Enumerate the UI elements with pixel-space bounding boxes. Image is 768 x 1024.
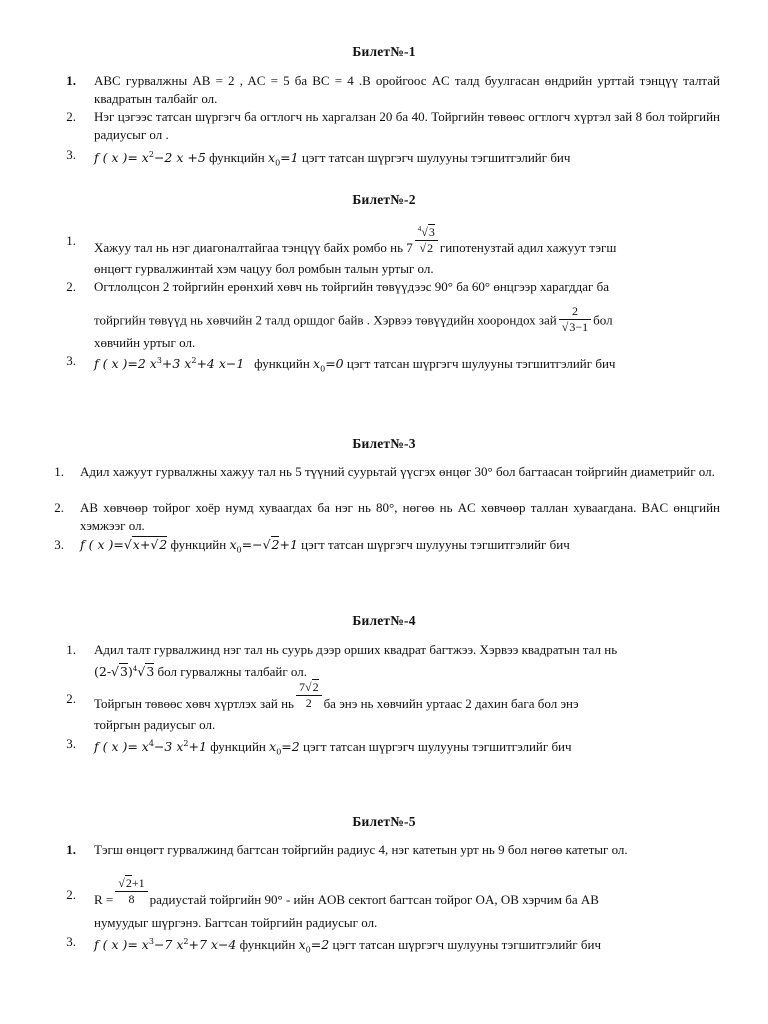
function-expression: f ( x )= $x^2-2$ x +5 — [94, 150, 206, 166]
problem-text: Адил хажуут гурвалжны хажуу тал нь 5 түүний суурьтай үүсгэх өнцөг 30° бол багтаасан тойргийн диаметрийг ол. — [80, 464, 715, 479]
fraction: $\frac{2}{√3-1}$ — [559, 304, 591, 335]
function-expression: f ( x )=2 $x^3+3$ $x^2+4$ x−1 — [94, 356, 245, 372]
problem-number: 3. — [66, 353, 76, 368]
fraction: $\frac{^4√3}{√2}$ — [415, 222, 438, 256]
problem-formula: f ( x )= $x^2-2$ x +5 функцийн $x_0=1$ цэгт татсан шүргэгч шулууны тэгшитгэлийг бич — [94, 150, 571, 168]
fraction: $\frac{√2+1}{8}$ — [115, 876, 147, 907]
problem-number: 3. — [66, 147, 76, 162]
problem-number: 2. — [66, 691, 76, 706]
function-expression: f ( x )= $x^3-7$ $x^2+7$ x−4 — [94, 937, 237, 953]
document-page: Билет№-1 1. ABC гурвалжны AB = 2 , AC = 5 ба BC = 4 .B оройгоос AC талд буулгасан өндрийн урттай тэнцүү талтай квадратын талбайг ол. 2. Нэг цэгээс татсан шүргэгч ба огтлогч нь харгалзан 20 ба 40. Тойргийн төвөөс огтлогч хүртэл зай 8 бол тойргийн радиусыг ол . 3. f ( x )= $x^2-2$ x +5 функцийн $x_0=1$ цэгт татсан шүргэгч шулууны тэгшитгэлийг бич Билет№-2 1. Хажуу тал нь нэг диагоналтайгаа тэнцүү байх ромбо нь 7 $\frac{^4√3}{√2}$ гипотенузтай адил хажуут тэгш өнцөгт гурвалжинтай хэм чацуу бол ромбын талын уртыг ол. 2. Огтлолцсон 2 тойргийн ерөнхий хөвч нь тойргийн төвүүдээс 90° ба 60° өнцгээр харагддаг ба тойргийн төвүүд нь хөвчийн 2 талд оршдог байв . Хэрвээ төвүүдийн хоорондох зай $\frac{2}{√3-1}$ бол хөвчийн уртыг ол. 3. f ( x )=2 $x^3+3$ $x^2+4$ x−1 функцийн $x_0=0$ цэгт татсан шүргэгч шулууны тэгшитгэлийг бич Билет№-3 1. Адил хажуут гурвалжны хажуу тал нь 5 түүний суурьтай үүсгэх өнцөг 30° бол багтаасан тойргийн диаметрийг ол. 2. AB хөвчөөр тойрог хоёр нумд хуваагдах ба нэг нь 80°, нөгөө нь AC хөвчөөр таллан хуваагдана. BAC өнцгийн хэмжээг ол. 3. f ( x )=√x+√2 функцийн $x_0=-√2+1$ цэгт татсан шүргэгч шулууны тэгшитгэлийг бич Билет№-4 1. Адил талт гурвалжинд нэг тал нь суурь дээр орших квадрат багтжээ. Хэрвээ квадратын тал нь $(2-√3)^4√3$ бол гурвалжны талбайг ол. 2. Тойргын төвөөс хөвч хүртлэх зай нь $\frac{7√2}{2}$ ба энэ нь хөвчийн уртаас 2 дахин бага бол энэ тойргын радиусыг ол. 3. f ( x )= $x^4-3$ $x^2+1$ функцийн $x_0=2$ цэгт татсан шүргэгч шулууны тэгшитгэлийг бич Билет№-5 1. Тэгш өнцөгт гурвалжинд багтсан тойргийн радиус 4, нэг катетын урт нь 9 бол нөгөө катетыг ол. 2. R = $\frac{√2+1}{8}$ радиустай тойргийн 90° - ийн AOB сектort багтсан тойрог OA, OB хэрчим ба AB нумуудыг шүргэнэ. Багтсан тойргийн радиусыг ол. 3. f ( x )= $x^3-7$ $x^2+7$ x−4 функцийн $x_0=2$ цэгт татсан шүргэгч шулууны тэгшитгэлийг бич — [0, 0, 768, 1024]
problem-number: 1. — [66, 642, 76, 657]
problem-text: ABC гурвалжны AB = 2 , AC = 5 ба BC = 4 .B оройгоос AC талд буулгасан өндрийн урттай тэнцүү талтай квадратын талбайг ол. — [94, 73, 720, 106]
fraction: $\frac{7√2}{2}$ — [296, 680, 322, 711]
problem-formula: f ( x )=2 $x^3+3$ $x^2+4$ x−1 функцийн $x_0=0$ цэгт татсан шүргэгч шулууны тэгшитгэлийг бич — [94, 356, 616, 374]
ticket-4-title: Билет№-4 — [352, 613, 416, 628]
problem-formula: f ( x )= $x^3-7$ $x^2+7$ x−4 функцийн $x_0=2$ цэгт татсан шүргэгч шулууны тэгшитгэлийг бич — [94, 937, 602, 955]
problem-formula: f ( x )= $x^4-3$ $x^2+1$ функцийн $x_0=2$ цэгт татсан шүргэгч шулууны тэгшитгэлийг бич — [94, 739, 572, 757]
function-expression: f ( x )= $x^4-3$ $x^2+1$ — [94, 739, 207, 755]
problem-number: 1. — [54, 464, 64, 479]
problem-number: 1. — [66, 233, 76, 248]
ticket-5-title: Билет№-5 — [352, 814, 416, 829]
problem-text: Нэг цэгээс татсан шүргэгч ба огтлогч нь харгалзан 20 ба 40. Тойргийн төвөөс огтлогч хүртэл зай 8 бол тойргийн радиусыг ол . — [94, 109, 720, 142]
problem-number: 1. — [66, 73, 76, 88]
problem-number: 3. — [54, 537, 64, 552]
problem-text: Тэгш өнцөгт гурвалжинд багтсан тойргийн радиус 4, нэг катетын урт нь 9 бол нөгөө катетыг ол. — [94, 842, 628, 857]
ticket-2-title: Билет№-2 — [352, 192, 416, 207]
problem-number: 2. — [66, 109, 76, 124]
ticket-1-title: Билет№-1 — [352, 44, 416, 59]
problem-number: 2. — [54, 500, 64, 515]
problem-text: AB хөвчөөр тойрог хоёр нумд хуваагдах ба нэг нь 80°, нөгөө нь AC хөвчөөр таллан хуваагдана. BAC өнцгийн хэмжээг ол. — [80, 500, 720, 533]
problem-number: 3. — [66, 934, 76, 949]
function-expression: f ( x )=√x+√2 — [80, 537, 168, 552]
problem-number: 2. — [66, 279, 76, 294]
problem-number: 3. — [66, 736, 76, 751]
ticket-3-title: Билет№-3 — [352, 436, 416, 451]
side-length-expression: $(2-√3)^4√3$ — [94, 664, 155, 680]
problem-number: 1. — [66, 842, 76, 857]
problem-formula: f ( x )=√x+√2 функцийн $x_0=-√2+1$ цэгт татсан шүргэгч шулууны тэгшитгэлийг бич — [80, 537, 570, 555]
problem-number: 2. — [66, 887, 76, 902]
